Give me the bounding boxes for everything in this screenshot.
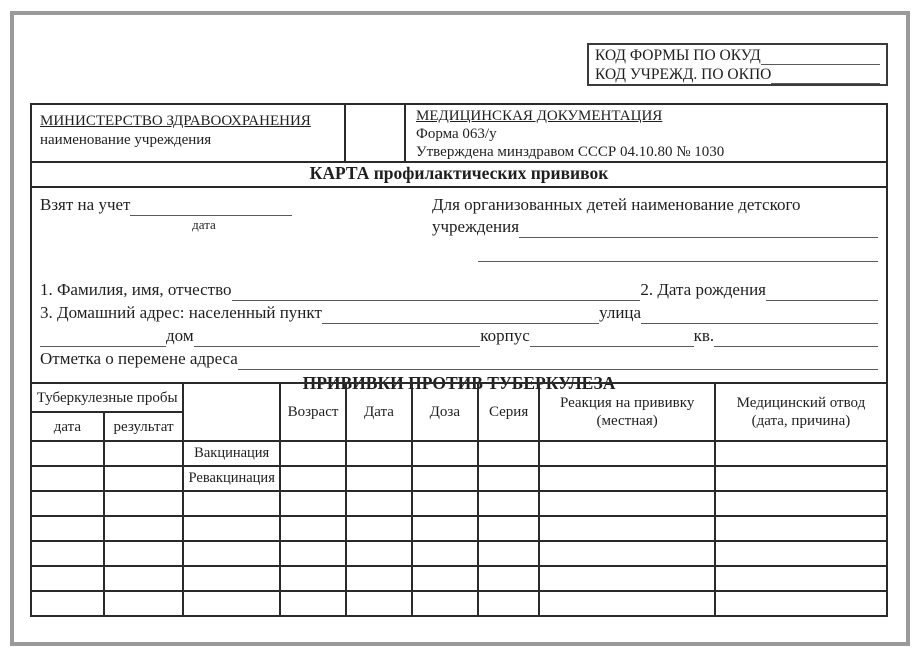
settlement-blank-field [322,323,599,324]
vaccination-type-cell [183,566,280,591]
test-date-cell [31,491,104,516]
series-cell [478,591,540,616]
exemption-cell [715,466,887,491]
col-header-age: Возраст [280,383,346,441]
dose-cell [412,591,478,616]
table-row [31,516,887,541]
col-header-test-date: дата [31,412,104,441]
full-name-label: 1. Фамилия, имя, отчество [40,280,232,299]
building-blank-field [530,346,694,347]
col-header-test-result: результат [104,412,184,441]
table-row [31,466,887,491]
reaction-cell [539,491,714,516]
date-cell [346,516,412,541]
date-cell [346,566,412,591]
test-date-cell [31,566,104,591]
form-header-row [32,105,886,163]
date-cell [346,466,412,491]
okud-label: КОД ФОРМЫ ПО ОКУД [595,47,761,64]
age-cell [280,541,346,566]
reaction-cell [539,516,714,541]
street-label: улица [599,303,642,322]
test-result-cell [104,491,184,516]
table-row [31,541,887,566]
dose-cell [412,441,478,466]
institution-name-label: учреждения [432,217,520,236]
age-cell [280,591,346,616]
exemption-cell [715,566,887,591]
approval-note: Утверждена минздравом СССР 04.10.80 № 1030 [416,144,725,160]
test-result-cell [104,516,184,541]
reaction-cell [539,441,714,466]
col-header-reaction [539,383,714,441]
date-cell [346,591,412,616]
series-cell [478,566,540,591]
street-blank-field [641,323,878,324]
table-row [31,566,887,591]
test-result-cell [104,441,184,466]
age-cell [280,566,346,591]
test-date-cell [31,591,104,616]
med-doc-cell [406,105,886,161]
vaccination-type-cell [183,541,280,566]
dose-cell [412,491,478,516]
address-change-line [32,347,886,370]
birth-date-label: 2. Дата рождения [640,280,766,299]
date-cell [346,541,412,566]
test-date-cell [31,516,104,541]
exemption-header-line2: (дата, причина) [751,413,851,429]
okud-code-line [595,46,880,65]
med-doc-title: МЕДИЦИНСКАЯ ДОКУМЕНТАЦИЯ [416,108,663,124]
building-label: корпус [480,326,530,345]
reaction-cell [539,591,714,616]
series-cell [478,441,540,466]
form-number: Форма 063/у [416,126,497,142]
organized-children-line2 [432,216,878,238]
institution-name-blank-field [519,237,878,238]
col-header-tb-tests: Туберкулезные пробы [31,383,183,412]
test-date-cell [31,441,104,466]
header-empty-cell [346,105,406,161]
okpo-blank-field [771,83,880,84]
house-label: дом [166,326,194,345]
exemption-cell [715,541,887,566]
age-cell [280,516,346,541]
address-change-blank-field [238,369,878,370]
name-line [32,278,886,301]
okpo-label: КОД УЧРЕЖД. ПО ОКПО [595,66,772,83]
birth-date-blank-field [766,300,878,301]
series-cell [478,541,540,566]
registration-right [432,194,878,266]
tb-vaccination-table [30,382,888,617]
reaction-header-line2: (местная) [596,413,658,429]
age-cell [280,441,346,466]
dose-cell [412,466,478,491]
reaction-cell [539,566,714,591]
table-row [31,591,887,616]
col-header-medical-exemption [715,383,887,441]
address-change-label: Отметка о перемене адреса [40,349,238,368]
ministry-cell [32,105,346,161]
dose-cell [412,516,478,541]
table-row [31,441,887,466]
card-title: КАРТА профилактических прививок [32,163,886,188]
date-cell [346,491,412,516]
table-row [31,491,887,516]
exemption-cell [715,591,887,616]
reaction-cell [539,541,714,566]
test-date-cell [31,466,104,491]
registration-left [40,194,432,266]
tb-section-title: ПРИВИВКИ ПРОТИВ ТУБЕРКУЛЕЗА [302,373,616,393]
col-header-vaccination-type [183,383,280,441]
date-hint: дата [192,217,216,232]
address-line [32,301,886,324]
okpo-code-line [595,65,880,84]
form-main-box [30,103,888,393]
home-address-label: 3. Домашний адрес: населенный пункт [40,303,322,322]
test-result-cell [104,466,184,491]
test-result-cell [104,566,184,591]
reaction-header-line1: Реакция на прививку [559,395,695,411]
exemption-cell [715,491,887,516]
house-line [32,324,886,347]
age-cell [280,466,346,491]
exemption-cell [715,441,887,466]
test-result-cell [104,541,184,566]
vaccination-type-cell: Ревакцинация [183,466,280,491]
okud-blank-field [761,64,880,65]
dose-cell [412,541,478,566]
institution-name-blank-field-2 [478,238,878,262]
series-cell [478,516,540,541]
test-date-cell [31,541,104,566]
taken-on-line [40,194,432,216]
ministry-title: МИНИСТЕРСТВО ЗДРАВООХРАНЕНИЯ [40,113,311,129]
reaction-cell [539,466,714,491]
registration-section [32,188,886,266]
col-header-series: Серия [478,383,540,441]
series-cell [478,466,540,491]
organized-children-line1: Для организованных детей наименование детского [432,195,801,214]
apartment-label: кв. [693,326,715,345]
vaccination-type-cell: Вакцинация [183,441,280,466]
vaccination-type-cell [183,516,280,541]
vaccination-type-cell [183,491,280,516]
col-header-date: Дата [346,383,412,441]
apartment-blank-field [714,346,878,347]
exemption-cell [715,516,887,541]
institution-hint: наименование учреждения [40,132,212,148]
age-cell [280,491,346,516]
series-cell [478,491,540,516]
form-codes-box [587,43,888,86]
taken-on-label: Взят на учет [40,195,131,214]
dose-cell [412,566,478,591]
exemption-header-line1: Медицинский отвод [736,395,866,411]
test-result-cell [104,591,184,616]
date-cell [346,441,412,466]
vaccination-type-cell [183,591,280,616]
col-header-dose: Доза [412,383,478,441]
